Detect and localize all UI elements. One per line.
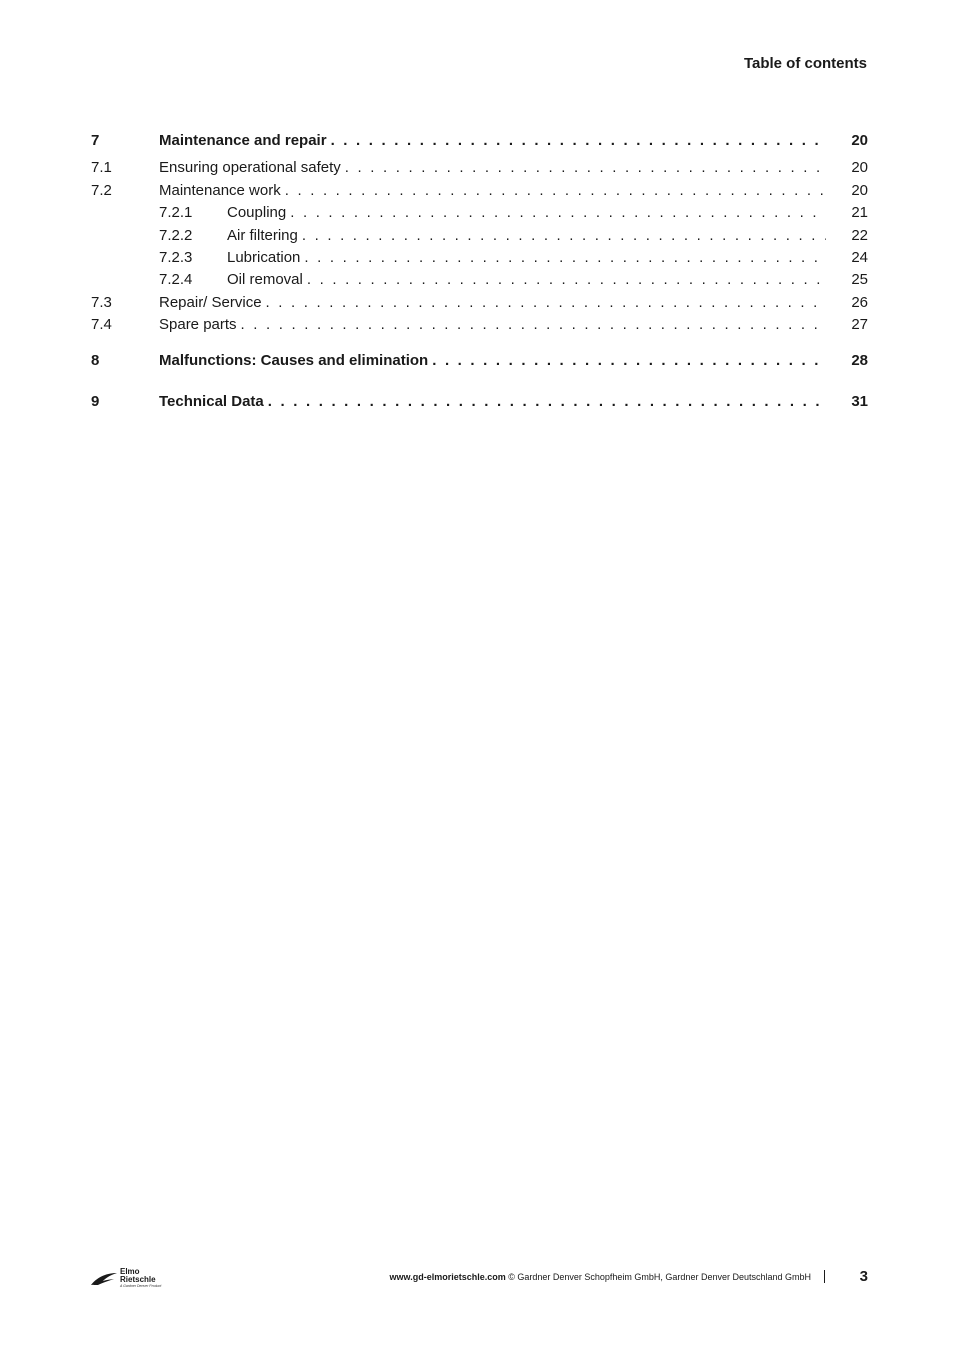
- toc-dot-leader: [266, 293, 826, 313]
- page-number: 3: [859, 1268, 868, 1285]
- toc-entry-page: 27: [851, 316, 868, 333]
- logo-line-1: Elmo: [120, 1267, 140, 1276]
- toc-entry-page: 22: [851, 227, 868, 244]
- toc-entry-number: 7: [91, 132, 100, 149]
- toc-entry-title: Coupling: [227, 204, 287, 221]
- toc-entry-number: 7.2.2: [159, 227, 193, 244]
- toc-entry-page: 20: [851, 159, 868, 176]
- toc-entry-title: Maintenance and repair: [159, 132, 327, 149]
- toc-entry-title: Lubrication: [227, 249, 301, 266]
- footer-copyright: [390, 1272, 811, 1282]
- toc-entry[interactable]: [91, 270, 868, 290]
- toc-entry-page: 20: [851, 182, 868, 199]
- toc-entry[interactable]: [91, 158, 868, 178]
- toc-entry-page: 31: [851, 393, 868, 410]
- toc-entry[interactable]: [91, 181, 868, 201]
- toc-dot-leader: [331, 131, 826, 151]
- logo-tagline: A Gardner Denver Product: [120, 1284, 162, 1288]
- toc-entry[interactable]: [91, 392, 868, 412]
- toc-entry[interactable]: [91, 248, 868, 268]
- toc-entry-title: Oil removal: [227, 271, 303, 288]
- company-logo: [90, 1268, 170, 1290]
- toc-entry[interactable]: [91, 293, 868, 313]
- toc-dot-leader: [345, 158, 826, 178]
- toc-entry-title: Technical Data: [159, 393, 264, 410]
- toc-entry-title: Ensuring operational safety: [159, 159, 341, 176]
- toc-entry-title: Malfunctions: Causes and elimination: [159, 352, 429, 369]
- toc-entry[interactable]: [91, 131, 868, 151]
- toc-entry-title: Maintenance work: [159, 182, 281, 199]
- toc-dot-leader: [304, 248, 826, 268]
- logo-line-2: Rietschle: [120, 1274, 156, 1284]
- toc-dot-leader: [307, 270, 826, 290]
- toc-entry-page: 24: [851, 249, 868, 266]
- toc-entry-page: 28: [851, 352, 868, 369]
- logo-wordmark: [120, 1268, 156, 1283]
- toc-entry-page: 26: [851, 294, 868, 311]
- logo-swoosh-icon: [90, 1272, 118, 1286]
- toc-entry-number: 7.4: [91, 316, 112, 333]
- toc-entry-page: 25: [851, 271, 868, 288]
- footer-divider: [824, 1270, 825, 1283]
- toc-entry-title: Air filtering: [227, 227, 298, 244]
- toc-entry-number: 7.2: [91, 182, 112, 199]
- toc-entry-number: 7.3: [91, 294, 112, 311]
- toc-dot-leader: [432, 351, 826, 371]
- page-header-title: Table of contents: [743, 55, 867, 72]
- page-footer: [0, 1265, 954, 1293]
- toc-dot-leader: [285, 181, 826, 201]
- toc-entry-number: 7.2.3: [159, 249, 193, 266]
- toc-entry[interactable]: [91, 315, 868, 335]
- toc-entry-number: 8: [91, 352, 100, 369]
- toc-entry-number: 9: [91, 393, 100, 410]
- footer-copyright-text: © Gardner Denver Schopfheim GmbH, Gardner Denver Deutschland GmbH: [505, 1272, 811, 1282]
- toc-entry-title: Repair/ Service: [159, 294, 262, 311]
- toc-dot-leader: [290, 203, 826, 223]
- footer-url[interactable]: www.gd-elmorietschle.com: [389, 1272, 506, 1282]
- toc-entry[interactable]: [91, 226, 868, 246]
- toc-dot-leader: [241, 315, 826, 335]
- toc-dot-leader: [302, 226, 826, 246]
- toc-entry-page: 21: [851, 204, 868, 221]
- toc-entry-number: 7.2.1: [159, 204, 193, 221]
- toc-entry-number: 7.2.4: [159, 271, 193, 288]
- toc-entry-number: 7.1: [91, 159, 112, 176]
- toc-entry[interactable]: [91, 203, 868, 223]
- toc-dot-leader: [268, 392, 826, 412]
- toc-entry[interactable]: [91, 351, 868, 371]
- toc-entry-title: Spare parts: [159, 316, 237, 333]
- toc-entry-page: 20: [851, 132, 868, 149]
